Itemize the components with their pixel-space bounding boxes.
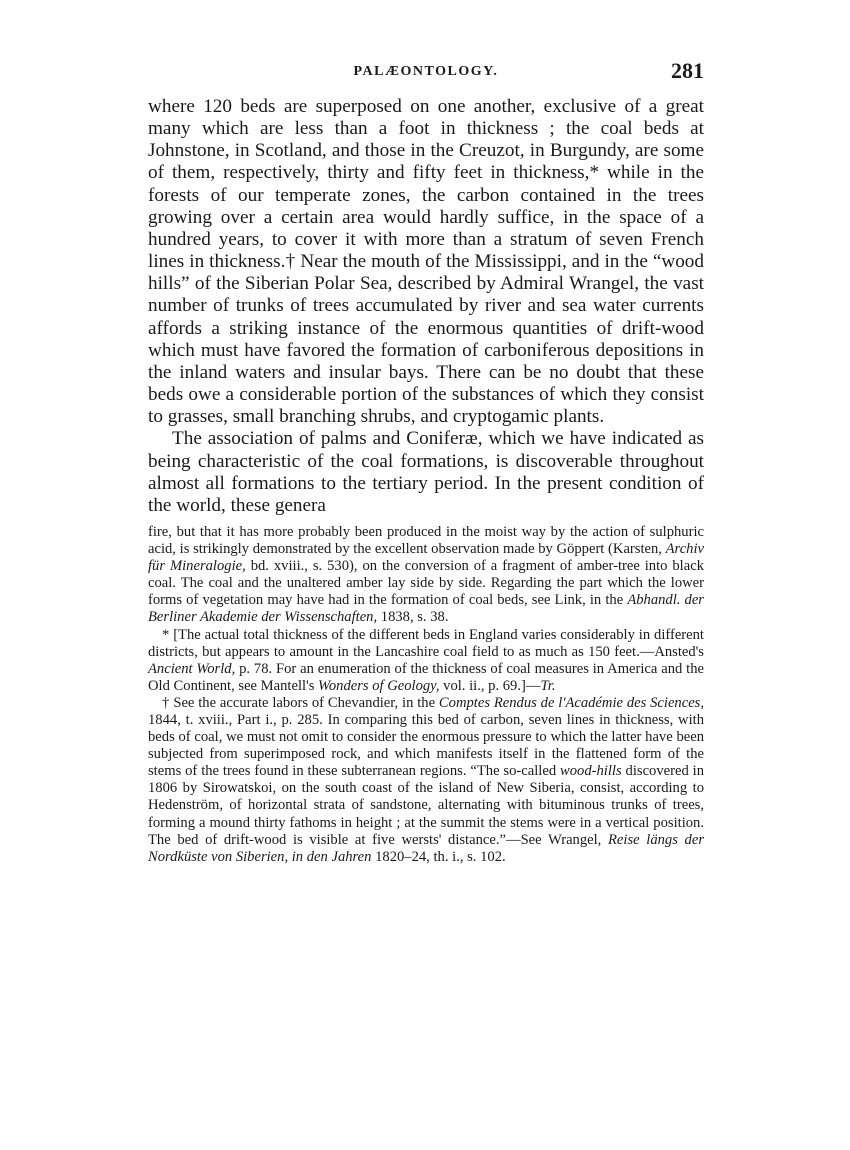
footnote-text: * [The actual total thickness of the different beds in England varies considerably in different districts, but appears to amount in the Lancashire coal field to as much as 150 feet.—Ansted's xyxy=(148,626,704,660)
footnote-continued xyxy=(148,524,704,627)
book-page xyxy=(148,58,704,866)
footnote-text: † See the accurate labors of Chevandier, in the xyxy=(162,694,439,711)
paragraph-palms-coniferae: The association of palms and Coniferæ, which we have indicated as being characteristic of the coal formations, is discoverable throughout almost all formations to the tertiary period. In the present condition of the world, these genera xyxy=(148,428,704,516)
footnote-text: 1844, t. xviii., Part i., p. 285. In comparing this bed of carbon, seven lines in thickness, with beds of coal, we must not omit to consider the enormous pressure to which the latter have been subjected from superimposed rock, and which manifests itself in the flattened form of the stems of the trees found in these subterranean regions. “The so-called xyxy=(148,712,704,780)
footnotes xyxy=(148,524,704,866)
translator-mark: Tr. xyxy=(540,677,556,694)
main-text xyxy=(148,96,704,517)
footnote-text: discovered in 1806 by Sirowatskoi, on the south coast of the island of New Siberia, consist, according to Hedenström, of horizontal strata of sandstone, alternating with bituminous trunks of trees, forming a mound thirty fathoms in height ; at the summit the stems were in a vertical position. The bed of drift-wood is visible at five wersts' distance.”—See Wrangel, xyxy=(148,763,704,848)
footnote-asterisk xyxy=(148,627,704,695)
footnote-text: 1838, s. 38. xyxy=(377,609,449,626)
footnote-citation: Abhandl. der Berliner Akademie der Wissenschaften, xyxy=(148,592,704,626)
footnote-citation: Comptes Rendus de l'Académie des Sciences, xyxy=(438,694,705,711)
footnote-text: fire, but that it has more probably been produced in the moist way by the action of sulphuric acid, is strikingly demonstrated by the excellent observation made by Göppert (Karsten, xyxy=(148,523,704,558)
footnote-term: wood-hills xyxy=(560,763,622,780)
running-head xyxy=(148,58,704,88)
footnote-text: vol. ii., p. 69.]— xyxy=(439,677,541,694)
footnote-text: bd. xviii., s. 530), on the conversion of a fragment of amber-tree into black coal. The coal and the unaltered amber lay side by side. Regarding the part which the lower forms of vegetation may have had in the formation of coal beds, see Link, in the xyxy=(148,558,704,609)
footnote-dagger xyxy=(148,695,704,866)
footnote-citation: Reise längs der Nordküste von Siberien, in den Jahren xyxy=(148,831,704,865)
footnote-citation: Wonders of Geology, xyxy=(318,677,440,694)
running-title: PALÆONTOLOGY. xyxy=(353,64,499,79)
page-number: 281 xyxy=(671,58,704,83)
paragraph-continued: where 120 beds are superposed on one another, exclusive of a great many which are less than a foot in thickness ; the coal beds at Johnstone, in Scotland, and those in the Creuzot, in Burgundy, are some of them, respectively, thirty and fifty feet in thickness,* while in the forests of our temperate zones, the carbon contained in the trees growing over a certain area would hardly suffice, in the space of a hundred years, to cover it with more than a stratum of seven French lines in thickness.† Near the mouth of the Mississippi, and in the “wood hills” of the Siberian Polar Sea, described by Admiral Wrangel, the vast number of trunks of trees accumulated by river and sea water currents affords a striking instance of the enormous quantities of drift-wood which must have favored the formation of carboniferous depositions in the inland waters and insular bays. There can be no doubt that these beds owe a considerable portion of the substances of which they consist to grasses, small branching shrubs, and cryptogamic plants. xyxy=(148,96,704,428)
footnote-text: p. 78. For an enumeration of the thickness of coal measures in America and the Old Continent, see Mantell's xyxy=(148,660,705,694)
footnote-text: 1820–24, th. i., s. 102. xyxy=(371,848,506,865)
footnote-citation: Ancient World, xyxy=(148,660,236,677)
footnote-citation: Archiv für Mineralogie, xyxy=(148,541,704,575)
